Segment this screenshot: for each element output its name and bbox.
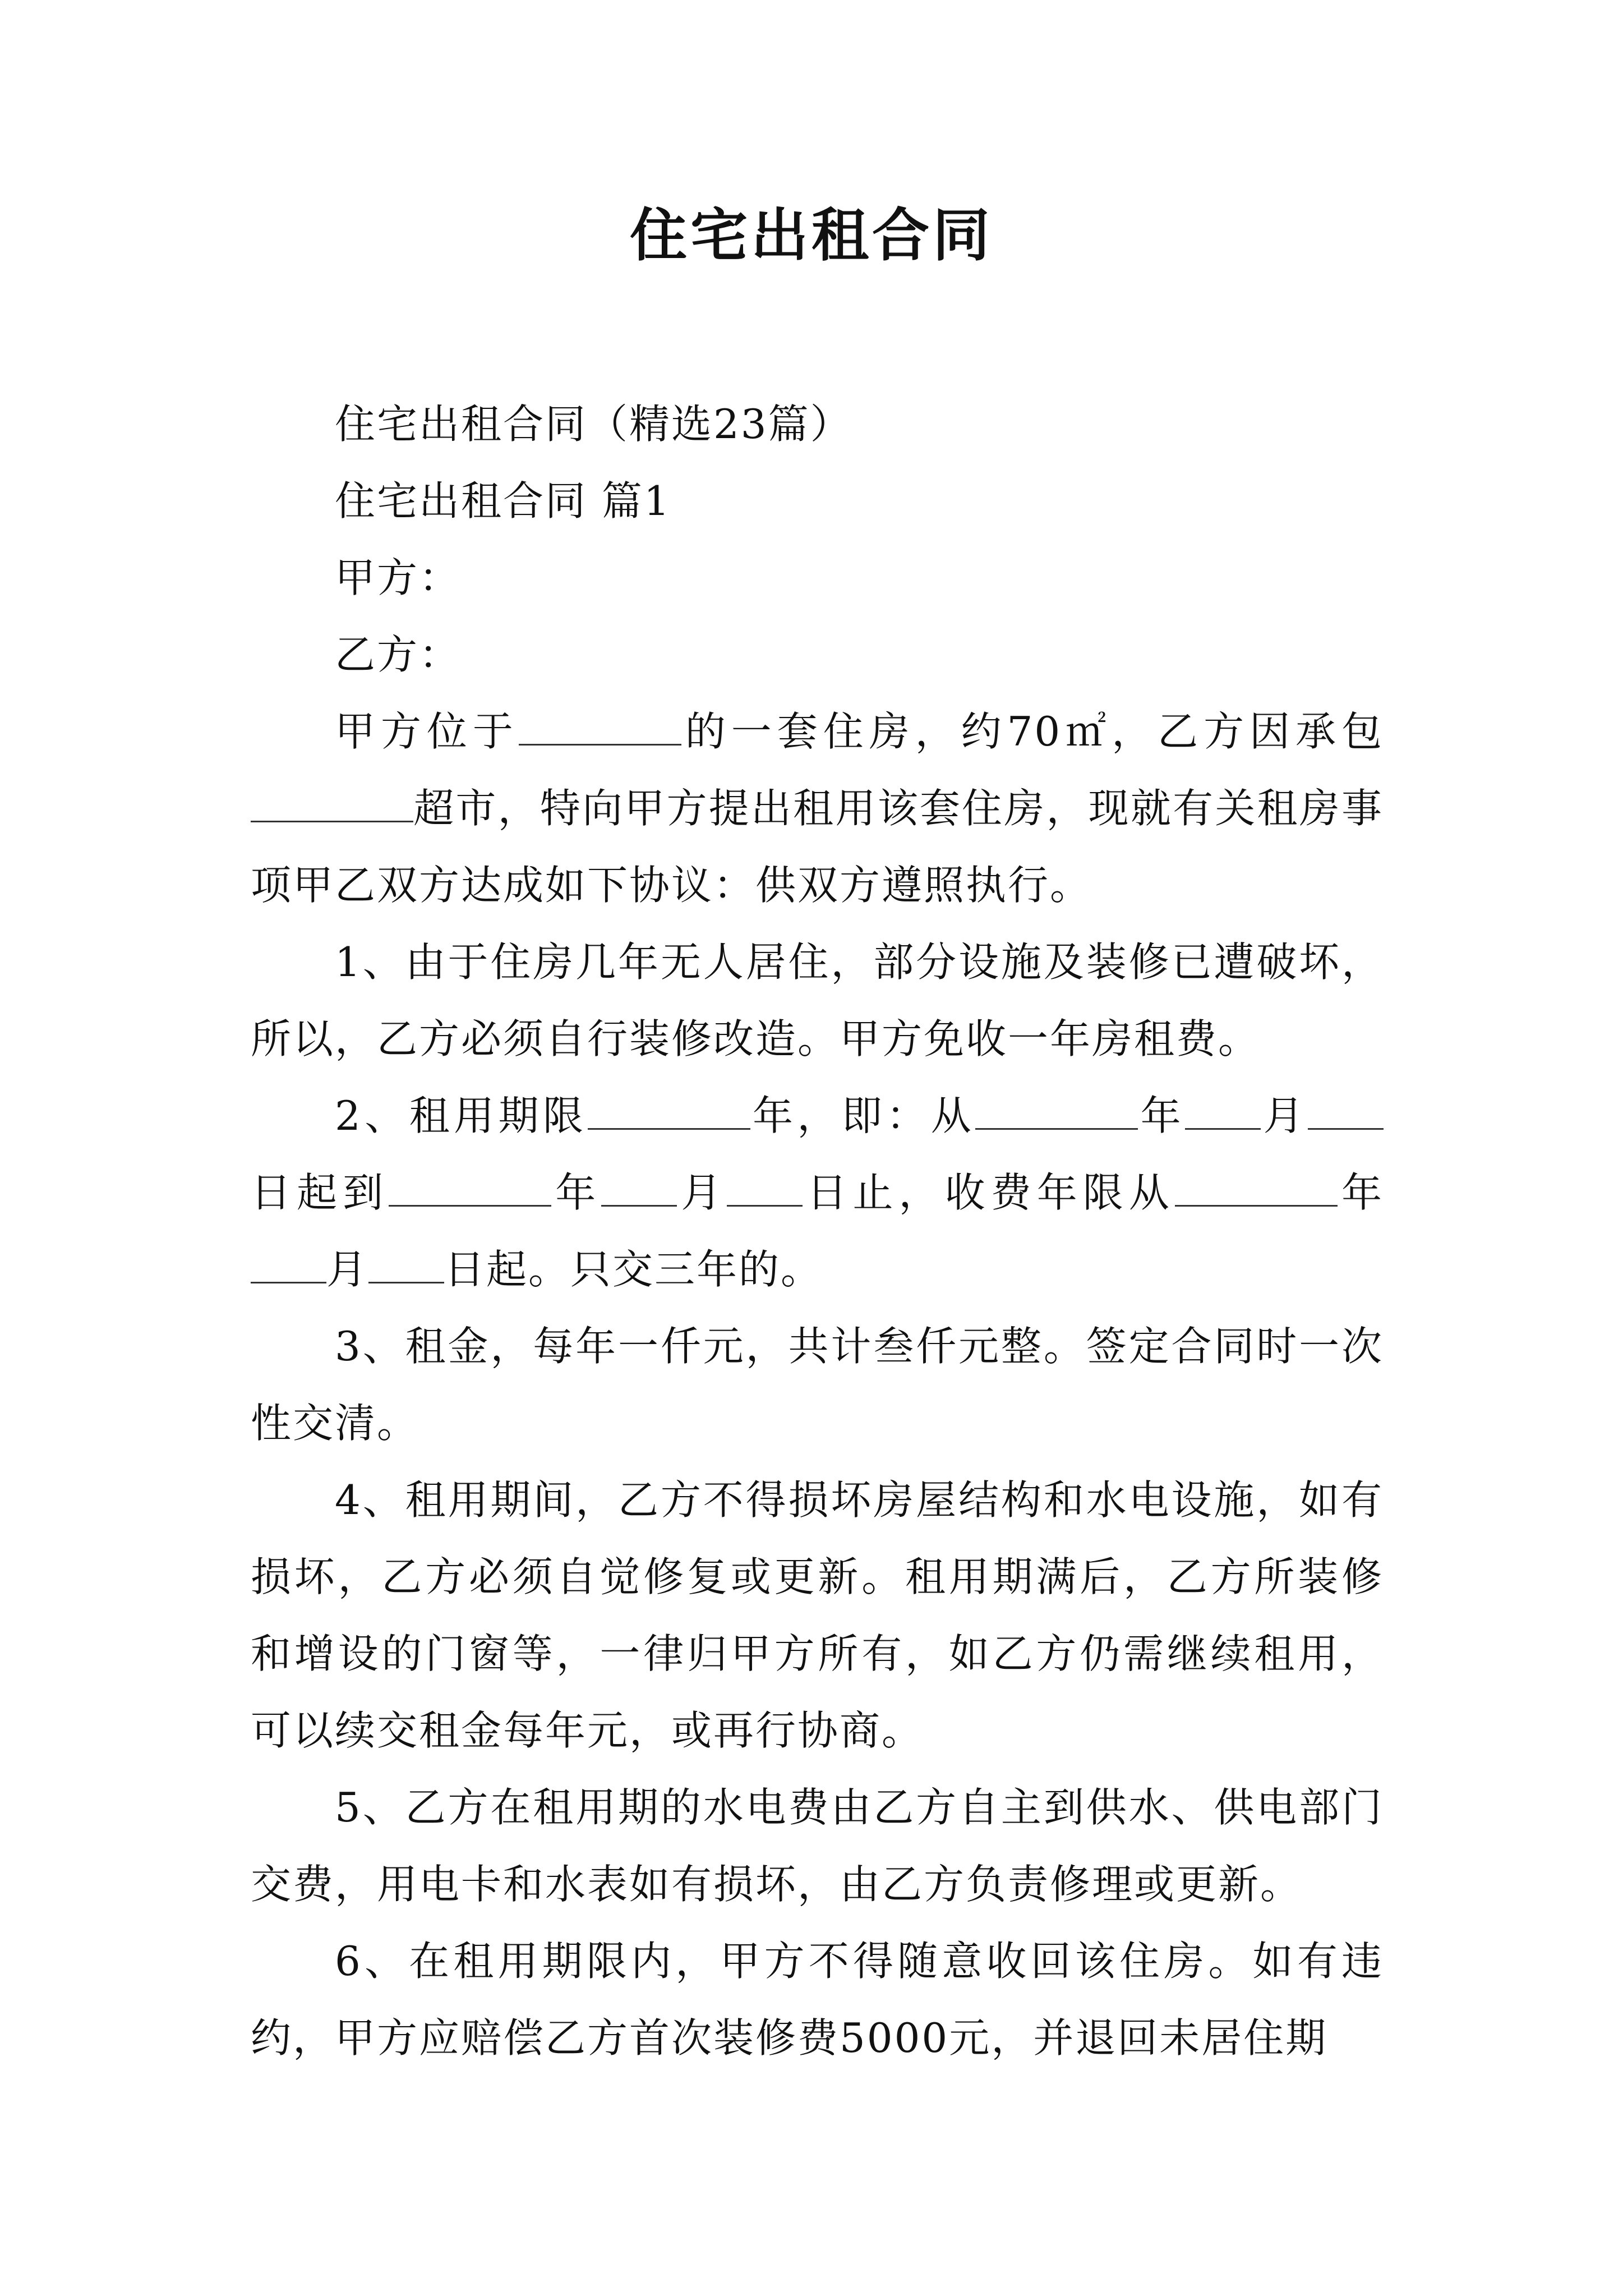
fill-in-blank bbox=[251, 1248, 326, 1283]
clause-2-text-7: 月 bbox=[677, 1169, 727, 1216]
clause-2-text-4: 月 bbox=[1261, 1092, 1308, 1139]
clause-2-text-5: 日起到 bbox=[251, 1169, 389, 1216]
clause-2 bbox=[251, 1078, 1384, 1308]
clause-2-text-1: 2、租用期限 bbox=[335, 1092, 588, 1139]
clause-2-text-10: 月 bbox=[326, 1246, 369, 1293]
document-subtitle: 住宅出租合同（精选23篇） bbox=[335, 401, 852, 448]
clause-2-text-11: 日起。只交三年的。 bbox=[444, 1246, 823, 1293]
fill-in-blank bbox=[601, 1171, 677, 1207]
fill-in-blank bbox=[1185, 1094, 1261, 1130]
fill-in-blank bbox=[975, 1094, 1138, 1130]
party-b-line: 乙方： bbox=[335, 631, 462, 678]
clause-6: 6、在租用期限内，甲方不得随意收回该住房。如有违约，甲方应赔偿乙方首次装修费5000元，并退回未居住期 bbox=[251, 1938, 1384, 2062]
section-heading: 住宅出租合同 篇1 bbox=[335, 477, 671, 524]
clause-5: 5、乙方在租用期的水电费由乙方自主到供水、供电部门交费，用电卡和水表如有损坏，由乙方负责修理或更新。 bbox=[251, 1784, 1384, 1908]
document-body bbox=[251, 386, 1384, 2077]
intro-paragraph bbox=[251, 693, 1384, 924]
intro-text-1: 甲方位于 bbox=[335, 708, 519, 755]
intro-text-3: 超市，特向甲方提出租用该套住房，现就有关租房事项甲乙双方达成如下协议：供双方遵照执行。 bbox=[251, 785, 1384, 909]
clause-2-text-2: 年，即：从 bbox=[750, 1092, 976, 1139]
clause-2-text-3: 年 bbox=[1138, 1092, 1186, 1139]
intro-text-2: 的一套住房，约70㎡，乙方因承包 bbox=[681, 708, 1384, 755]
fill-in-blank bbox=[1175, 1171, 1338, 1207]
clause-1: 1、由于住房几年无人居住，部分设施及装修已遭破坏，所以，乙方必须自行装修改造。甲方免收一年房租费。 bbox=[251, 938, 1384, 1062]
clause-2-text-8: 日止，收费年限从 bbox=[803, 1169, 1175, 1216]
fill-in-blank bbox=[251, 787, 413, 822]
clause-2-text-6: 年 bbox=[551, 1169, 602, 1216]
fill-in-blank bbox=[368, 1248, 444, 1283]
document-title: 住宅出租合同 bbox=[630, 202, 993, 269]
fill-in-blank bbox=[727, 1171, 803, 1207]
clause-2-text-9: 年 bbox=[1337, 1169, 1384, 1216]
clause-3: 3、租金，每年一仟元，共计叁仟元整。签定合同时一次性交清。 bbox=[251, 1323, 1384, 1447]
clause-4: 4、租用期间，乙方不得损坏房屋结构和水电设施，如有损坏，乙方必须自觉修复或更新。租用期满后，乙方所装修和增设的门窗等，一律归甲方所有，如乙方仍需继续租用，可以续交租金每年元，或再行协商。 bbox=[251, 1476, 1384, 1754]
fill-in-blank bbox=[519, 710, 681, 746]
fill-in-blank bbox=[1308, 1094, 1384, 1130]
fill-in-blank bbox=[588, 1094, 750, 1130]
fill-in-blank bbox=[389, 1171, 551, 1207]
party-a-line: 甲方： bbox=[335, 554, 462, 601]
